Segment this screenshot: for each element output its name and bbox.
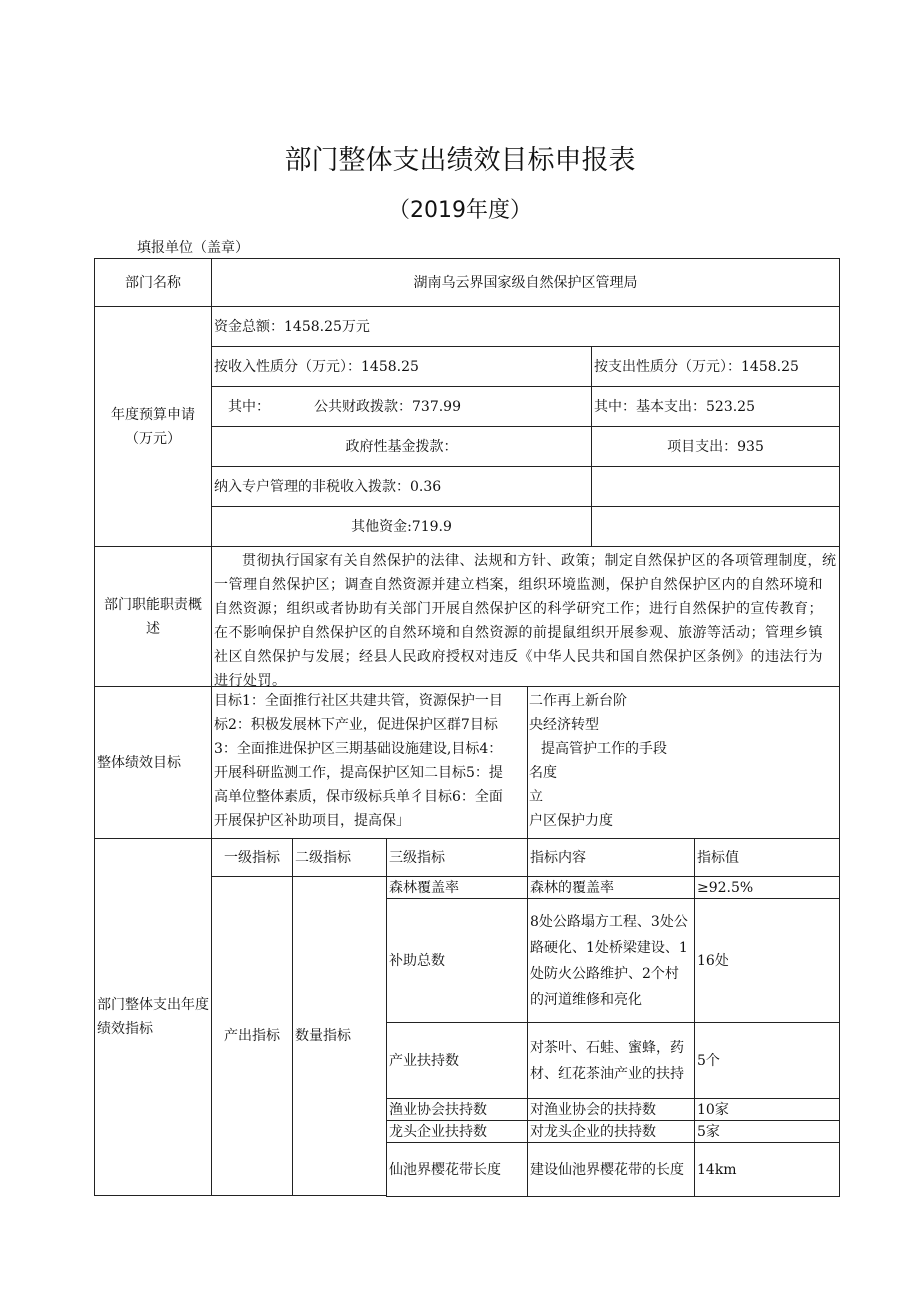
level2-quantity: 数量指标	[292, 876, 387, 1196]
header-value: 指标值	[694, 838, 840, 877]
row-content: 对龙头企业的扶持数	[527, 1120, 695, 1143]
budget-gov-fund: 政府性基金拨款：	[211, 426, 592, 467]
row-content: 森林的覆盖率	[527, 876, 695, 899]
duty-text: 贯彻执行国家有关自然保护的法律、法规和方针、政策；制定自然保护区的各项管理制度，统一管理自然保护区；调查自然资源并建立档案，组织环境监测，保护自然保护区内的自然环境和自然资源；组织或者协助有关部门开展自然保护区的科学研究工作；进行自然保护的宣传教育；在不影响保护自然保护区的自然环境和自然资源的前提鼠组织开展参观、旅游等活动；管理乡镇社区自然保护与发展；经县人民政府授权对违反《中华人民共和国自然保护区条例》的违法行为进行处罚。	[211, 546, 840, 687]
row-name: 渔业协会扶持数	[386, 1098, 528, 1121]
row-name: 产业扶持数	[386, 1022, 528, 1099]
row-value: 14km	[694, 1142, 840, 1197]
row-value: ≥92.5%	[694, 876, 840, 899]
row-value: 5个	[694, 1022, 840, 1099]
goal-line: 目标1：全面推行社区共建共管，资源保护一目	[214, 693, 503, 709]
row-value: 10家	[694, 1098, 840, 1121]
goal-right-line: 户区保护力度	[529, 813, 613, 829]
goal-label: 整体绩效目标	[94, 686, 212, 839]
level1-output: 产出指标	[211, 876, 293, 1196]
duty-label: 部门职能职责概述	[94, 546, 212, 687]
budget-project-expense: 项目支出：935	[591, 426, 840, 467]
dept-name-label: 部门名称	[94, 258, 212, 307]
goal-right	[527, 686, 840, 839]
goal-line: 开展保护区补助项目，提高保」	[214, 813, 410, 829]
indicator-label: 部门整体支出年度绩效指标	[94, 838, 212, 1196]
budget-label	[94, 306, 212, 547]
row-name: 补助总数	[386, 898, 528, 1023]
goal-line: 开展科研监测工作，提高保护区知二目标5：提	[214, 765, 503, 781]
budget-total: 资金总额：1458.25万元	[211, 306, 840, 347]
public-finance: 公共财政拨款：737.99	[314, 398, 461, 415]
goal-right-line: 提高管护工作的手段	[541, 741, 667, 757]
header-level2: 二级指标	[292, 838, 387, 877]
header-content: 指标内容	[527, 838, 695, 877]
row-content: 8处公路塌方工程、3处公路硬化、1处桥梁建设、1处防火公路维护、2个村的河道维修和亮化	[527, 898, 695, 1023]
page-title: 部门整体支出绩效目标申报表	[284, 145, 636, 176]
dept-name-value: 湖南乌云界国家级自然保护区管理局	[211, 258, 840, 307]
goal-right-line: 央经济转型	[529, 717, 599, 733]
budget-basic-expense: 其中：基本支出：523.25	[591, 386, 840, 427]
row-value: 5家	[694, 1120, 840, 1143]
goal-line: 3：全面推进保护区三期基础设施建设,目标4：	[214, 741, 503, 757]
row-name: 龙头企业扶持数	[386, 1120, 528, 1143]
page-subtitle: （2019年度）	[388, 198, 532, 223]
header-level1: 一级指标	[211, 838, 293, 877]
row-content: 对茶叶、石蛙、蜜蜂，药材、红花茶油产业的扶持	[527, 1022, 695, 1099]
filler-unit-label: 填报单位（盖章）	[137, 240, 249, 256]
budget-by-income: 按收入性质分（万元）：1458.25	[211, 346, 592, 387]
budget-other: 其他资金:719.9	[211, 506, 592, 547]
budget-label-1: 年度预算申请	[111, 406, 195, 423]
empty-cell	[591, 506, 840, 547]
row-name: 森林覆盖率	[386, 876, 528, 899]
goal-right-line: 名度	[529, 765, 557, 781]
empty-cell	[591, 466, 840, 507]
budget-by-expense: 按支出性质分（万元）：1458.25	[591, 346, 840, 387]
header-level3: 三级指标	[386, 838, 528, 877]
budget-non-tax: 纳入专户管理的非税收入拨款：0.36	[211, 466, 592, 507]
goal-right-line: 二作再上新台阶	[529, 693, 627, 709]
goal-line: 高单位整体素质，保市级标兵单彳目标6：全面	[214, 789, 503, 805]
row-content: 对渔业协会的扶持数	[527, 1098, 695, 1121]
budget-label-2: （万元）	[125, 430, 181, 447]
budget-public-finance-row	[211, 386, 592, 427]
row-value: 16处	[694, 898, 840, 1023]
goal-left	[211, 686, 528, 839]
row-content: 建设仙池界樱花带的长度	[527, 1142, 695, 1197]
row-name: 仙池界樱花带长度	[386, 1142, 528, 1197]
goal-right-line: 立	[529, 789, 543, 805]
among-label: 其中：	[228, 398, 270, 415]
goal-line: 标2：积极发展林下产业，促进保护区群7目标	[214, 717, 498, 733]
